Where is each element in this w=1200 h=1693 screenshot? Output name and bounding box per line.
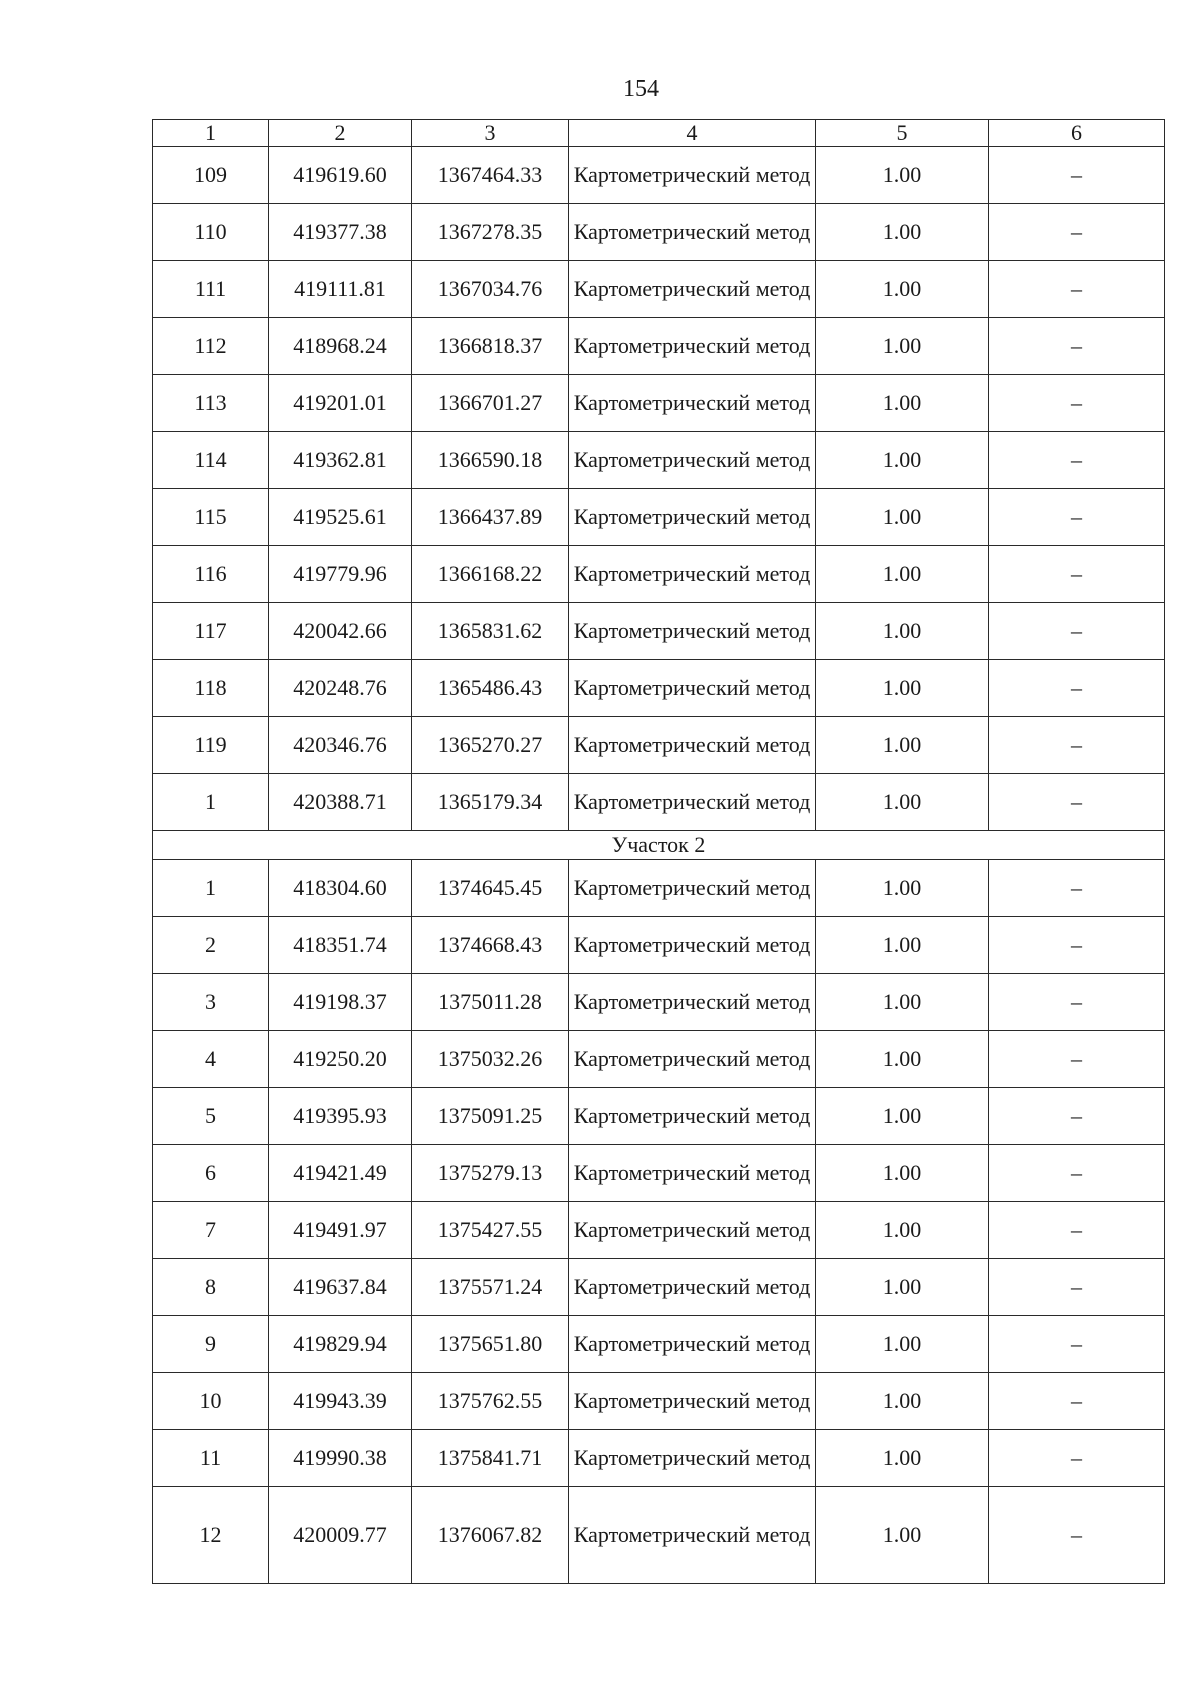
y-coordinate-cell: 1366701.27 [412,375,569,432]
accuracy-cell: 1.00 [816,489,989,546]
note-cell: – [989,1373,1165,1430]
note-cell: – [989,1487,1165,1584]
accuracy-cell: 1.00 [816,1373,989,1430]
accuracy-cell: 1.00 [816,717,989,774]
y-coordinate-cell: 1367278.35 [412,204,569,261]
point-number-cell: 1 [153,860,269,917]
note-cell: – [989,489,1165,546]
table-row [153,432,1165,489]
note-cell: – [989,1202,1165,1259]
y-coordinate-cell: 1374645.45 [412,860,569,917]
table-row [153,860,1165,917]
point-number-cell: 119 [153,717,269,774]
note-cell: – [989,432,1165,489]
table-row [153,1259,1165,1316]
method-cell: Картометрический метод [569,1088,816,1145]
accuracy-cell: 1.00 [816,147,989,204]
note-cell: – [989,147,1165,204]
y-coordinate-cell: 1375571.24 [412,1259,569,1316]
column-header: 3 [412,120,569,147]
point-number-cell: 115 [153,489,269,546]
method-cell: Картометрический метод [569,1145,816,1202]
table-row [153,147,1165,204]
point-number-cell: 118 [153,660,269,717]
method-cell: Картометрический метод [569,603,816,660]
x-coordinate-cell: 419637.84 [269,1259,412,1316]
method-cell: Картометрический метод [569,1202,816,1259]
x-coordinate-cell: 419377.38 [269,204,412,261]
method-cell: Картометрический метод [569,1316,816,1373]
table-row [153,204,1165,261]
method-cell: Картометрический метод [569,318,816,375]
x-coordinate-cell: 419250.20 [269,1031,412,1088]
y-coordinate-cell: 1366437.89 [412,489,569,546]
x-coordinate-cell: 418304.60 [269,860,412,917]
x-coordinate-cell: 420388.71 [269,774,412,831]
table-row [153,660,1165,717]
point-number-cell: 11 [153,1430,269,1487]
method-cell: Картометрический метод [569,546,816,603]
accuracy-cell: 1.00 [816,432,989,489]
x-coordinate-cell: 419829.94 [269,1316,412,1373]
point-number-cell: 110 [153,204,269,261]
accuracy-cell: 1.00 [816,1088,989,1145]
accuracy-cell: 1.00 [816,1202,989,1259]
method-cell: Картометрический метод [569,375,816,432]
y-coordinate-cell: 1376067.82 [412,1487,569,1584]
point-number-cell: 9 [153,1316,269,1373]
note-cell: – [989,1430,1165,1487]
accuracy-cell: 1.00 [816,660,989,717]
table-row [153,603,1165,660]
table-row [153,974,1165,1031]
accuracy-cell: 1.00 [816,1259,989,1316]
method-cell: Картометрический метод [569,974,816,1031]
y-coordinate-cell: 1366590.18 [412,432,569,489]
x-coordinate-cell: 419111.81 [269,261,412,318]
method-cell: Картометрический метод [569,660,816,717]
note-cell: – [989,774,1165,831]
x-coordinate-cell: 419362.81 [269,432,412,489]
method-cell: Картометрический метод [569,1430,816,1487]
table-row [153,1145,1165,1202]
y-coordinate-cell: 1375011.28 [412,974,569,1031]
note-cell: – [989,660,1165,717]
method-cell: Картометрический метод [569,860,816,917]
note-cell: – [989,1145,1165,1202]
table-row [153,1088,1165,1145]
table-row [153,717,1165,774]
column-header: 6 [989,120,1165,147]
method-cell: Картометрический метод [569,432,816,489]
table-row [153,318,1165,375]
method-cell: Картометрический метод [569,774,816,831]
table-row [153,774,1165,831]
method-cell: Картометрический метод [569,204,816,261]
point-number-cell: 7 [153,1202,269,1259]
point-number-cell: 112 [153,318,269,375]
y-coordinate-cell: 1365831.62 [412,603,569,660]
accuracy-cell: 1.00 [816,1487,989,1584]
section-row [153,831,1165,860]
accuracy-cell: 1.00 [816,860,989,917]
y-coordinate-cell: 1366818.37 [412,318,569,375]
point-number-cell: 2 [153,917,269,974]
point-number-cell: 4 [153,1031,269,1088]
method-cell: Картометрический метод [569,1487,816,1584]
y-coordinate-cell: 1374668.43 [412,917,569,974]
table-row [153,261,1165,318]
y-coordinate-cell: 1375762.55 [412,1373,569,1430]
note-cell: – [989,1031,1165,1088]
column-header: 2 [269,120,412,147]
y-coordinate-cell: 1375091.25 [412,1088,569,1145]
accuracy-cell: 1.00 [816,318,989,375]
accuracy-cell: 1.00 [816,603,989,660]
x-coordinate-cell: 418968.24 [269,318,412,375]
point-number-cell: 8 [153,1259,269,1316]
point-number-cell: 116 [153,546,269,603]
point-number-cell: 114 [153,432,269,489]
table-row [153,917,1165,974]
x-coordinate-cell: 419779.96 [269,546,412,603]
note-cell: – [989,204,1165,261]
x-coordinate-cell: 418351.74 [269,917,412,974]
y-coordinate-cell: 1367034.76 [412,261,569,318]
accuracy-cell: 1.00 [816,917,989,974]
section-title: Участок 2 [153,831,1165,860]
x-coordinate-cell: 420042.66 [269,603,412,660]
y-coordinate-cell: 1367464.33 [412,147,569,204]
y-coordinate-cell: 1375651.80 [412,1316,569,1373]
x-coordinate-cell: 420346.76 [269,717,412,774]
point-number-cell: 117 [153,603,269,660]
x-coordinate-cell: 419421.49 [269,1145,412,1202]
point-number-cell: 12 [153,1487,269,1584]
note-cell: – [989,1259,1165,1316]
page-number: 154 [623,76,659,102]
accuracy-cell: 1.00 [816,1145,989,1202]
note-cell: – [989,546,1165,603]
method-cell: Картометрический метод [569,917,816,974]
method-cell: Картометрический метод [569,1031,816,1088]
y-coordinate-cell: 1375279.13 [412,1145,569,1202]
point-number-cell: 3 [153,974,269,1031]
y-coordinate-cell: 1366168.22 [412,546,569,603]
accuracy-cell: 1.00 [816,1430,989,1487]
accuracy-cell: 1.00 [816,204,989,261]
x-coordinate-cell: 419990.38 [269,1430,412,1487]
x-coordinate-cell: 419201.01 [269,375,412,432]
note-cell: – [989,603,1165,660]
accuracy-cell: 1.00 [816,774,989,831]
point-number-cell: 113 [153,375,269,432]
column-header: 1 [153,120,269,147]
accuracy-cell: 1.00 [816,1031,989,1088]
table-row [153,1202,1165,1259]
y-coordinate-cell: 1365270.27 [412,717,569,774]
note-cell: – [989,1316,1165,1373]
note-cell: – [989,318,1165,375]
y-coordinate-cell: 1375427.55 [412,1202,569,1259]
note-cell: – [989,974,1165,1031]
point-number-cell: 10 [153,1373,269,1430]
point-number-cell: 6 [153,1145,269,1202]
x-coordinate-cell: 419198.37 [269,974,412,1031]
accuracy-cell: 1.00 [816,375,989,432]
point-number-cell: 5 [153,1088,269,1145]
y-coordinate-cell: 1375841.71 [412,1430,569,1487]
x-coordinate-cell: 420009.77 [269,1487,412,1584]
x-coordinate-cell: 419525.61 [269,489,412,546]
point-number-cell: 109 [153,147,269,204]
note-cell: – [989,717,1165,774]
note-cell: – [989,1088,1165,1145]
table-row [153,1316,1165,1373]
column-header: 5 [816,120,989,147]
method-cell: Картометрический метод [569,717,816,774]
x-coordinate-cell: 420248.76 [269,660,412,717]
y-coordinate-cell: 1365486.43 [412,660,569,717]
y-coordinate-cell: 1365179.34 [412,774,569,831]
accuracy-cell: 1.00 [816,261,989,318]
x-coordinate-cell: 419943.39 [269,1373,412,1430]
x-coordinate-cell: 419395.93 [269,1088,412,1145]
method-cell: Картометрический метод [569,147,816,204]
point-number-cell: 1 [153,774,269,831]
table-row [153,1487,1165,1584]
table-row [153,1373,1165,1430]
point-number-cell: 111 [153,261,269,318]
y-coordinate-cell: 1375032.26 [412,1031,569,1088]
accuracy-cell: 1.00 [816,974,989,1031]
coordinates-table [152,119,1165,1584]
column-number-row [153,120,1165,147]
accuracy-cell: 1.00 [816,1316,989,1373]
table-row [153,375,1165,432]
method-cell: Картометрический метод [569,1259,816,1316]
method-cell: Картометрический метод [569,261,816,318]
note-cell: – [989,375,1165,432]
table-row [153,489,1165,546]
method-cell: Картометрический метод [569,1373,816,1430]
column-header: 4 [569,120,816,147]
method-cell: Картометрический метод [569,489,816,546]
note-cell: – [989,860,1165,917]
table-row [153,1031,1165,1088]
note-cell: – [989,917,1165,974]
table-row [153,1430,1165,1487]
x-coordinate-cell: 419619.60 [269,147,412,204]
x-coordinate-cell: 419491.97 [269,1202,412,1259]
accuracy-cell: 1.00 [816,546,989,603]
table-row [153,546,1165,603]
note-cell: – [989,261,1165,318]
